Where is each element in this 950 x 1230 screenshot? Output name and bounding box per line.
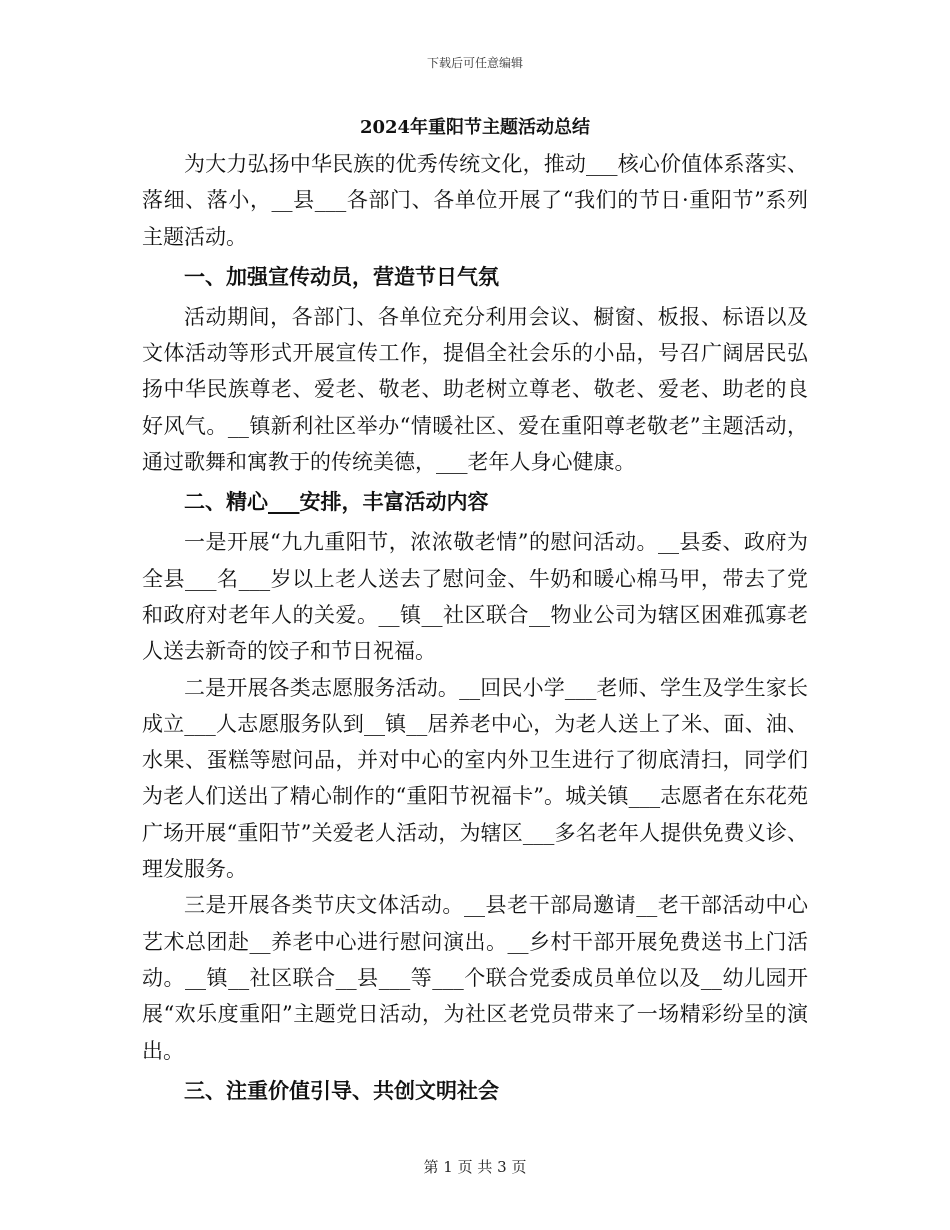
section-1-paragraph: 活动期间，各部门、各单位充分利用会议、橱窗、板报、标语以及文体活动等形式开展宣传工作，提倡全社会乐的小品，号召广阔居民弘扬中华民族尊老、爱老、敬老、助老树立尊老、敬老、爱老、助老的良好风气。__镇新利社区举办“情暖社区、爱在重阳尊老敬老”主题活动，通过歌舞和寓教于的传统美德，___老年人身心健康。 xyxy=(142,304,808,475)
section-3-heading: 三、注重价值引导、共创文明社会 xyxy=(184,1077,499,1103)
section-2-paragraph-3: 三是开展各类节庆文体活动。__县老干部局邀请__老干部活动中心艺术总团赴__养老中心进行慰问演出。__乡村干部开展免费送书上门活动。__镇__社区联合__县___等___个联合党委成员单位以及__幼儿园开展“欢乐度重阳”主题党日活动，为社区老党员带来了一场精彩纷呈的演出。 xyxy=(142,893,808,1063)
document-title: 2024年重阳节主题活动总结 xyxy=(359,117,591,138)
page-header: 下载后可任意编辑 xyxy=(426,56,523,70)
section-2-paragraph-2: 二是开展各类志愿服务活动。__回民小学___老师、学生及学生家长成立___人志愿服务队到__镇__居养老中心，为老人送上了米、面、油、水果、蛋糕等慰问品，并对中心的室内外卫生进行了彻底清扫，同学们为老人们送出了精心制作的“重阳节祝福卡”。城关镇___志愿者在东花苑广场开展“重阳节”关爱老人活动，为辖区___多名老年人提供免费义诊、理发服务。 xyxy=(142,675,808,882)
document-body xyxy=(142,114,808,1113)
section-2-paragraph-1: 一是开展“九九重阳节，浓浓敬老情”的慰问活动。__县委、政府为全县___名___岁以上老人送去了慰问金、牛奶和暖心棉马甲，带去了党和政府对老年人的关爱。__镇__社区联合__物业公司为辖区困难孤寡老人送去新奇的饺子和节日祝福。 xyxy=(142,530,808,664)
section-1-heading: 一、加强宣传动员，营造节日气氛 xyxy=(184,263,499,289)
section-2-heading: 二、精心___安排，丰富活动内容 xyxy=(184,489,489,515)
page-footer: 第 1 页 共 3 页 xyxy=(423,1158,527,1176)
intro-paragraph: 为大力弘扬中华民族的优秀传统文化，推动___核心价值体系落实、落细、落小，__县___各部门、各单位开展了“我们的节日·重阳节”系列主题活动。 xyxy=(142,152,808,249)
